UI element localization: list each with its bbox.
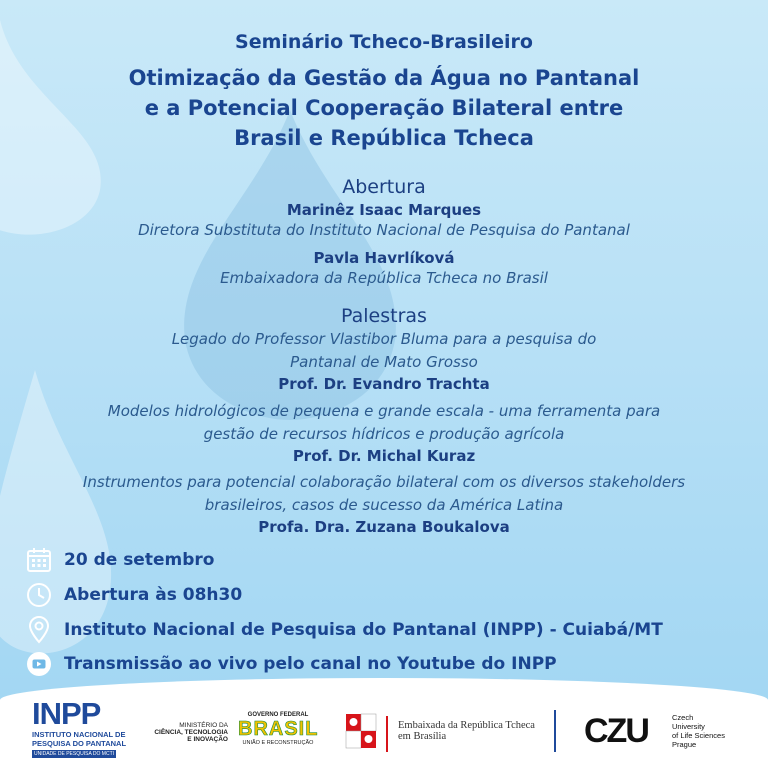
talk-title: Legado do Professor Vlastibor Bluma para a pesquisa do xyxy=(171,330,597,348)
time-text: Abertura às 08h30 xyxy=(64,585,243,605)
czu-line: Prague xyxy=(672,740,697,749)
title-line-2: e a Potencial Cooperação Bilateral entre xyxy=(144,96,624,120)
mcti-line: E INOVAÇÃO xyxy=(187,736,228,743)
czu-line: Czech xyxy=(672,713,694,722)
czu-name xyxy=(672,713,762,749)
talks-heading: Palestras xyxy=(341,305,427,327)
time-row xyxy=(26,581,242,609)
inpp-unit-tag: UNIDADE DE PESQUISA DO MCTI xyxy=(34,751,115,757)
event-name: Seminário Tcheco-Brasileiro xyxy=(235,31,533,53)
clock-icon xyxy=(26,582,52,608)
gov-line: UNIÃO E RECONSTRUÇÃO xyxy=(242,740,314,746)
talk-title: gestão de recursos hídricos e produção agrícola xyxy=(203,425,565,443)
speaker-name: Pavla Havrlíková xyxy=(313,249,455,267)
czech-coat-of-arms-icon xyxy=(344,712,380,752)
czu-logo xyxy=(584,712,648,750)
gov-line: GOVERNO FEDERAL xyxy=(247,712,309,718)
logo-footer xyxy=(0,678,768,768)
calendar-icon xyxy=(26,547,52,573)
place-text: Instituto Nacional de Pesquisa do Pantanal (INPP) - Cuiabá/MT xyxy=(64,620,663,640)
opening-heading: Abertura xyxy=(342,176,426,198)
speaker-role: Diretora Substituta do Instituto Nacional de Pesquisa do Pantanal xyxy=(138,221,630,239)
mcti-line: CIÊNCIA, TECNOLOGIA xyxy=(154,729,228,736)
speaker-role: Embaixadora da República Tcheca no Brasil xyxy=(220,269,548,287)
date-text: 20 de setembro xyxy=(64,550,215,570)
inpp-name-line: INSTITUTO NACIONAL DE xyxy=(32,730,126,739)
place-row xyxy=(26,616,663,644)
talk-speaker: Prof. Dr. Michal Kuraz xyxy=(292,447,476,465)
inpp-logo xyxy=(32,696,128,758)
title-line-1: Otimização da Gestão da Água no Pantanal xyxy=(128,66,640,90)
embassy-end-divider xyxy=(554,710,556,752)
talk-title: Instrumentos para potencial colaboração bilateral com os diversos stakeholders xyxy=(82,473,686,491)
gov-wordmark: BRASIL xyxy=(238,718,319,740)
inpp-name-line: PESQUISA DO PANTANAL xyxy=(32,739,127,748)
seminar-title xyxy=(0,63,768,153)
czu-line: of Life Sciences xyxy=(672,731,725,740)
stream-row xyxy=(26,650,557,678)
location-pin-icon xyxy=(26,617,52,643)
czu-wordmark: CZU xyxy=(584,712,648,750)
gov-brasil-logo xyxy=(238,712,318,746)
mcti-line: MINISTÉRIO DA xyxy=(179,722,228,729)
date-row xyxy=(26,546,214,574)
talk-speaker: Prof. Dr. Evandro Trachta xyxy=(278,375,490,393)
talk-speaker: Profa. Dra. Zuzana Boukalova xyxy=(258,518,510,536)
embassy-line: em Brasília xyxy=(398,731,447,742)
embassy-logo xyxy=(398,720,558,742)
czu-line: University xyxy=(672,722,705,731)
talk-title: Modelos hidrológicos de pequena e grande escala - uma ferramenta para xyxy=(107,402,661,420)
youtube-icon xyxy=(26,651,52,677)
title-line-3: Brasil e República Tcheca xyxy=(234,126,534,150)
stream-text: Transmissão ao vivo pelo canal no Youtube do INPP xyxy=(64,654,557,674)
embassy-divider xyxy=(386,716,388,752)
embassy-line: Embaixada da República Tcheca xyxy=(398,720,535,731)
talk-title: brasileiros, casos de sucesso da América Latina xyxy=(204,496,564,514)
talk-title: Pantanal de Mato Grosso xyxy=(290,353,478,371)
speaker-name: Marinêz Isaac Marques xyxy=(286,201,482,219)
inpp-acronym: INPP xyxy=(32,696,101,731)
mcti-logo xyxy=(138,722,228,743)
